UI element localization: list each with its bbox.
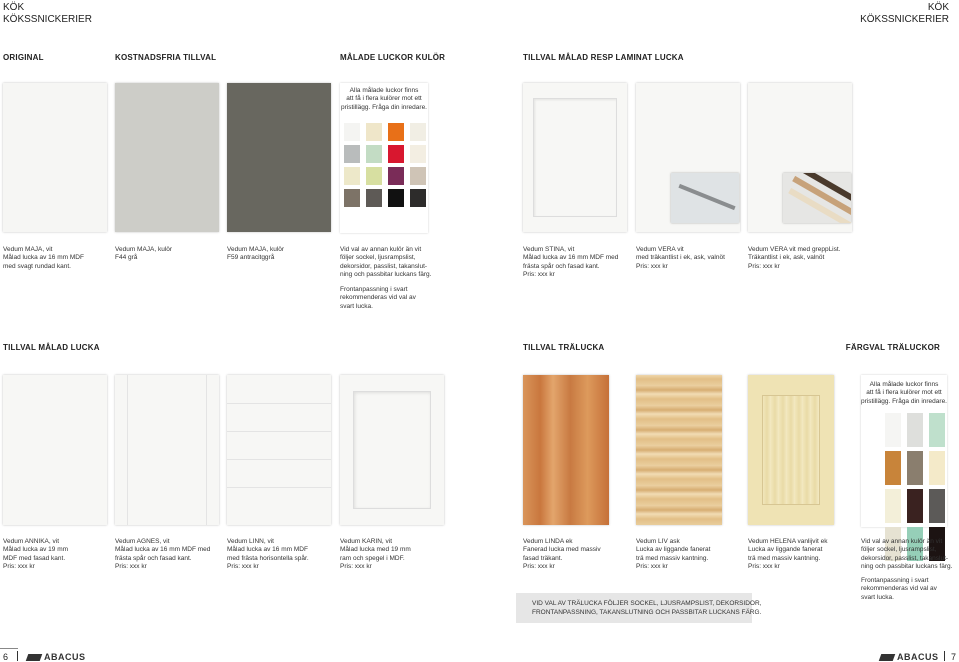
- abacus-logo-left: ABACUS: [27, 652, 86, 662]
- color-swatch: [344, 189, 360, 207]
- color-swatch: [344, 145, 360, 163]
- caption-maja-white: Vedum MAJA, vit Målad lucka av 16 mm MDF med svagt rundad kant.: [3, 246, 84, 270]
- color-swatch: [929, 451, 945, 485]
- door-linn: [227, 375, 331, 525]
- color-swatch: [366, 167, 382, 185]
- color-swatch: [410, 145, 426, 163]
- caption-helena: Vedum HELENA vanlijvit ek Lucka av liggande fanerat trä med massiv kantning. Pris: xxx kr: [748, 538, 828, 571]
- color-swatch: [885, 451, 901, 485]
- caption-vera: Vedum VERA vit med träkantlist i ek, ask, valnöt Pris: xxx kr: [636, 246, 725, 270]
- caption-maja-grey: Vedum MAJA, kulör F44 grå: [115, 246, 173, 262]
- door-maja-anthracite: [227, 83, 331, 232]
- door-linda-oak: [523, 375, 609, 525]
- color-note-top: Alla målade luckor finns att få i flera kulörer mot ett pristillägg. Fråga din inredare.: [341, 87, 427, 111]
- caption-color-info-bottom: Vid val av annan kulör än vit följer sockel, ljusrampslist, dekorsidor, passlist, takanslut- ning och passbitar luckans färg.: [861, 538, 953, 571]
- door-agnes: [115, 375, 219, 525]
- color-swatch: [388, 145, 404, 163]
- section-malade-kulor: MÅLADE LUCKOR KULÖR: [340, 53, 446, 62]
- vera-wood-edge-detail: [783, 173, 851, 223]
- color-swatch: [344, 167, 360, 185]
- footer-rule-left: [0, 648, 18, 649]
- color-chart-panel-bottom: [861, 375, 947, 527]
- color-note-bottom: Alla målade luckor finns att få i flera kulörer mot ett pristillägg. Fråga din inredare.: [861, 381, 947, 405]
- caption-color-info: Vid val av annan kulör än vit följer sockel, ljusrampslist, dekorsidor, passlist, takanslut- ning och passbitar luckans färg.: [340, 246, 432, 279]
- color-swatch: [907, 489, 923, 523]
- color-swatch: [388, 123, 404, 141]
- section-kostnadsfria: KOSTNADSFRIA TILLVAL: [115, 53, 217, 62]
- footer-divider-right: [944, 651, 945, 661]
- footer-divider-left: [17, 651, 18, 661]
- color-swatch: [885, 489, 901, 523]
- color-swatch: [885, 413, 901, 447]
- section-tillval-malad: TILLVAL MÅLAD LUCKA: [3, 343, 100, 352]
- caption-agnes: Vedum AGNES, vit Målad lucka av 16 mm MDF med frästa spår och fasad kant. Pris: xxx kr: [115, 538, 211, 571]
- section-fargval-tra: FÄRGVAL TRÄLUCKOR: [845, 343, 940, 352]
- caption-liv: Vedum LIV ask Lucka av liggande fanerat trä med massiv kantning. Pris: xxx kr: [636, 538, 711, 571]
- door-stina: [523, 83, 627, 232]
- vera-handle-detail: [671, 173, 739, 223]
- header-left-line2: KÖKSSNICKERIER: [3, 14, 92, 25]
- color-chart-panel: [340, 83, 428, 233]
- color-swatch: [366, 189, 382, 207]
- color-swatch: [388, 189, 404, 207]
- color-swatch: [410, 167, 426, 185]
- caption-stina: Vedum STINA, vit Målad lucka av 16 mm MDF med frästa spår och fasad kant. Pris: xxx kr: [523, 246, 619, 279]
- abacus-mark-icon: [879, 654, 896, 661]
- abacus-mark-icon: [26, 654, 43, 661]
- caption-linn: Vedum LINN, vit Målad lucka av 16 mm MDF med frästa horisontella spår. Pris: xxx kr: [227, 538, 309, 571]
- header-right-line1: KÖK: [927, 2, 949, 13]
- color-swatch: [929, 489, 945, 523]
- page-number-left: 6: [3, 652, 9, 662]
- swatch-grid-bottom: [885, 413, 947, 527]
- door-karin: [340, 375, 444, 525]
- header-left-line1: KÖK: [3, 2, 25, 13]
- caption-vera-greppList: Vedum VERA vit med greppList. Träkantlist i ek, ask, valnöt Pris: xxx kr: [748, 246, 841, 270]
- door-maja-grey: [115, 83, 219, 232]
- wood-note-box: VID VAL AV TRÄLUCKA FÖLJER SOCKEL, LJUSRAMPSLIST, DEKORSIDOR, FRONTANPASSNING, TAKANSLUTNING OCH PASSBITAR LUCKANS FÄRG.: [516, 593, 752, 623]
- caption-karin: Vedum KARIN, vit Målad lucka med 19 mm ram och spegel i MDF. Pris: xxx kr: [340, 538, 411, 571]
- color-swatch: [907, 413, 923, 447]
- section-original: ORIGINAL: [3, 53, 44, 62]
- color-swatch: [344, 123, 360, 141]
- swatch-grid-top: [344, 123, 428, 233]
- caption-annika: Vedum ANNIKA, vit Målad lucka av 19 mm MDF med fasad kant. Pris: xxx kr: [3, 538, 69, 571]
- door-maja-white: [3, 83, 107, 232]
- caption-frontanpassning-bottom: Frontanpassning i svart rekommenderas vid val av svart lucka.: [861, 577, 937, 601]
- color-swatch: [366, 145, 382, 163]
- color-swatch: [388, 167, 404, 185]
- color-swatch: [410, 123, 426, 141]
- color-swatch: [410, 189, 426, 207]
- color-swatch: [366, 123, 382, 141]
- color-swatch: [929, 413, 945, 447]
- abacus-logo-right: ABACUS: [880, 652, 939, 662]
- door-liv-ash: [636, 375, 722, 525]
- color-swatch: [907, 451, 923, 485]
- header-right-line2: KÖKSSNICKERIER: [860, 14, 949, 25]
- door-annika: [3, 375, 107, 525]
- section-tillval-tra: TILLVAL TRÄLUCKA: [523, 343, 605, 352]
- door-helena: [748, 375, 834, 525]
- caption-frontanpassning-top: Frontanpassning i svart rekommenderas vid val av svart lucka.: [340, 286, 416, 310]
- caption-maja-anthracite: Vedum MAJA, kulör F59 antracitggrå: [227, 246, 285, 262]
- caption-linda: Vedum LINDA ek Fanerad lucka med massiv fasad träkant. Pris: xxx kr: [523, 538, 601, 571]
- section-tillval-malad-laminat: TILLVAL MÅLAD RESP LAMINAT LUCKA: [523, 53, 684, 62]
- page-number-right: 7: [951, 652, 957, 662]
